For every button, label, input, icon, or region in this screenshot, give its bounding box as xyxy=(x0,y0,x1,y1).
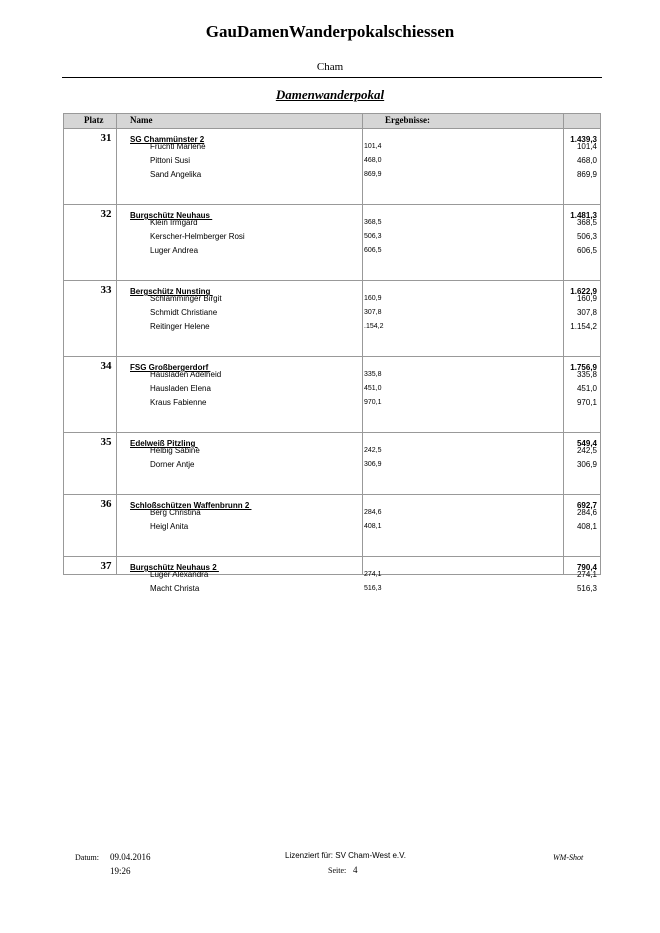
member-result: 307,8 xyxy=(364,309,382,316)
member-total: 368,5 xyxy=(576,218,597,227)
column-header-name: Name xyxy=(130,115,153,125)
team-separator xyxy=(64,128,600,129)
member-result: 516,3 xyxy=(364,585,382,592)
member-result: 451,0 xyxy=(364,385,382,392)
member-result: 242,5 xyxy=(364,447,382,454)
member-name: Helbig Sabine xyxy=(150,446,200,455)
team-name: Bergschütz Nunsting xyxy=(130,287,213,296)
member-row xyxy=(64,508,600,522)
member-total: 306,9 xyxy=(576,460,597,469)
member-name: Luger Alexandra xyxy=(150,570,209,579)
team-separator xyxy=(64,356,600,357)
member-result: 606,5 xyxy=(364,247,382,254)
footer-license: Lizenziert für: SV Cham-West e.V. xyxy=(285,851,406,860)
location-subtitle: Cham xyxy=(316,61,344,73)
team-total: 1.756,9 xyxy=(570,363,597,372)
team-place: 32 xyxy=(100,208,112,220)
member-result: 306,9 xyxy=(364,461,382,468)
column-header-ergebnisse: Ergebnisse: xyxy=(385,115,430,125)
team-total: 1.622,9 xyxy=(570,287,597,296)
team-place: 36 xyxy=(100,498,112,510)
member-name: Früchtl Marlene xyxy=(150,142,206,151)
member-total: 1.154,2 xyxy=(570,322,597,331)
member-row xyxy=(64,156,600,170)
member-name: Klein Irmgard xyxy=(150,218,198,227)
team-place: 37 xyxy=(100,560,112,572)
team-total: 790,4 xyxy=(576,563,597,572)
member-result: 368,5 xyxy=(364,219,382,226)
member-result: 408,1 xyxy=(364,523,382,530)
team-block xyxy=(64,356,600,432)
member-row xyxy=(64,446,600,460)
team-name: Edelweiß Pitzling xyxy=(130,439,198,448)
member-row xyxy=(64,294,600,308)
member-name: Hausladen Adelheid xyxy=(150,370,222,379)
member-row xyxy=(64,522,600,536)
member-total: 284,6 xyxy=(576,508,597,517)
member-name: Dorner Antje xyxy=(150,460,195,469)
team-place: 31 xyxy=(100,132,112,144)
team-total: 1.439,3 xyxy=(570,135,597,144)
member-total: 516,3 xyxy=(576,584,597,593)
member-name: Schmidt Christiane xyxy=(150,308,218,317)
team-place: 33 xyxy=(100,284,112,296)
member-row xyxy=(64,460,600,474)
member-result: 468,0 xyxy=(364,157,382,164)
member-row xyxy=(64,570,600,584)
member-name: Kerscher-Helmberger Rosi xyxy=(150,232,245,241)
column-header-platz: Platz xyxy=(84,115,104,125)
member-name: Pittoni Susi xyxy=(150,156,191,165)
table-header xyxy=(64,114,600,128)
team-block xyxy=(64,280,600,356)
member-name: Berg Christina xyxy=(150,508,201,517)
team-separator xyxy=(64,556,600,557)
team-separator xyxy=(64,432,600,433)
team-name: SG Chammünster 2 xyxy=(130,135,205,144)
team-place: 35 xyxy=(100,436,112,448)
member-total: 869,9 xyxy=(576,170,597,179)
member-result: 970,1 xyxy=(364,399,382,406)
team-block xyxy=(64,128,600,204)
member-total: 307,8 xyxy=(576,308,597,317)
member-name: Heigl Anita xyxy=(150,522,189,531)
member-total: 274,1 xyxy=(576,570,597,579)
team-block xyxy=(64,494,600,556)
member-name: Schlamminger Birgit xyxy=(150,294,222,303)
member-name: Kraus Fabienne xyxy=(150,398,207,407)
member-name: Sand Angelika xyxy=(150,170,202,179)
footer-software: WM-Shot xyxy=(553,853,584,862)
member-result: 101,4 xyxy=(364,143,382,150)
footer-time: 19:26 xyxy=(110,866,131,876)
member-row xyxy=(64,218,600,232)
member-name: Hausladen Elena xyxy=(150,384,211,393)
member-row xyxy=(64,584,600,598)
team-total: 549,4 xyxy=(576,439,597,448)
member-total: 970,1 xyxy=(576,398,597,407)
team-block xyxy=(64,556,600,618)
team-name: Burgschütz Neuhaus xyxy=(130,211,213,220)
team-name: FSG Großbergerdorf xyxy=(130,363,211,372)
member-total: 451,0 xyxy=(576,384,597,393)
section-title: Damenwanderpokal xyxy=(275,87,385,102)
team-place: 34 xyxy=(100,360,112,372)
member-result: .154,2 xyxy=(364,323,384,330)
member-row xyxy=(64,170,600,184)
member-name: Macht Christa xyxy=(150,584,200,593)
member-name: Luger Andrea xyxy=(150,246,199,255)
member-result: 506,3 xyxy=(364,233,382,240)
team-block xyxy=(64,432,600,494)
member-total: 101,4 xyxy=(576,142,597,151)
member-result: 284,6 xyxy=(364,509,382,516)
member-row xyxy=(64,398,600,412)
member-total: 408,1 xyxy=(576,522,597,531)
member-row xyxy=(64,142,600,156)
member-total: 606,5 xyxy=(576,246,597,255)
team-name: Burgschütz Neuhaus 2 xyxy=(130,563,219,572)
footer-date: 09.04.2016 xyxy=(110,852,151,862)
member-row xyxy=(64,322,600,336)
header-divider xyxy=(62,77,602,78)
team-separator xyxy=(64,204,600,205)
member-total: 335,8 xyxy=(576,370,597,379)
member-total: 160,9 xyxy=(576,294,597,303)
member-result: 335,8 xyxy=(364,371,382,378)
team-total: 692,7 xyxy=(576,501,597,510)
member-result: 274,1 xyxy=(364,571,382,578)
page-title: GauDamenWanderpokalschiessen xyxy=(205,22,455,41)
footer-page-number: 4 xyxy=(353,865,358,875)
team-separator xyxy=(64,280,600,281)
member-name: Reitinger Helene xyxy=(150,322,210,331)
member-total: 506,3 xyxy=(576,232,597,241)
team-name: Schloßschützen Waffenbrunn 2 xyxy=(130,501,252,510)
team-total: 1.481,3 xyxy=(570,211,597,220)
results-table xyxy=(63,113,601,593)
footer-date-label: Datum: xyxy=(75,853,99,862)
member-total: 242,5 xyxy=(576,446,597,455)
member-row xyxy=(64,308,600,322)
member-total: 468,0 xyxy=(576,156,597,165)
member-row xyxy=(64,384,600,398)
team-separator xyxy=(64,494,600,495)
member-row xyxy=(64,246,600,260)
member-row xyxy=(64,232,600,246)
footer-page-label: Seite: xyxy=(328,866,347,875)
member-row xyxy=(64,370,600,384)
member-result: 869,9 xyxy=(364,171,382,178)
team-block xyxy=(64,204,600,280)
member-result: 160,9 xyxy=(364,295,382,302)
